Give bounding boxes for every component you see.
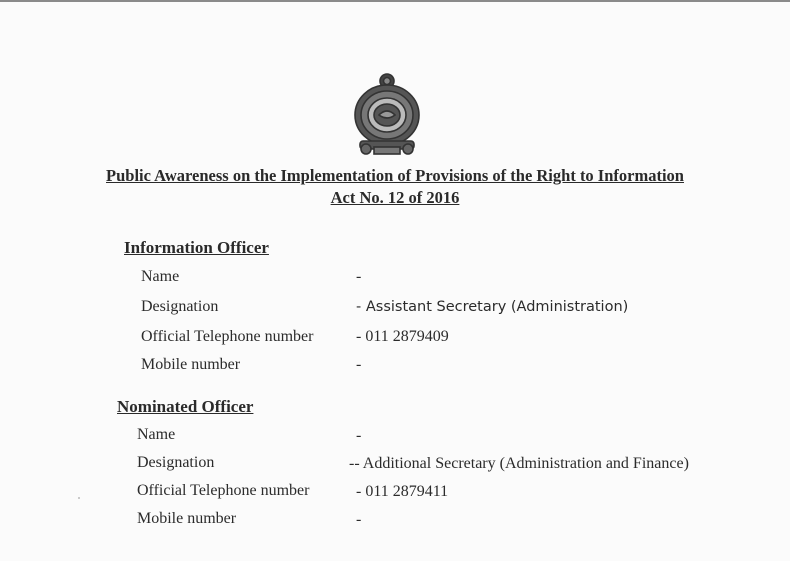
nominated-officer-name-label: Name: [137, 426, 176, 443]
info-officer-designation-value: - Assistant Secretary (Administration): [356, 299, 629, 315]
nominated-officer-designation-value: -- Additional Secretary (Administration and Finance): [349, 455, 689, 472]
info-officer-name-label: Name: [141, 268, 180, 285]
nominated-officer-name-value: -: [356, 427, 362, 444]
info-officer-telephone-label: Official Telephone number: [141, 328, 314, 345]
nominated-officer-heading: Nominated Officer: [117, 397, 254, 416]
info-officer-mobile-label: Mobile number: [141, 356, 241, 373]
info-officer-name-value: -: [356, 268, 362, 285]
document-title-line-1: Public Awareness on the Implementation of Provisions of the Right to Information: [106, 166, 684, 185]
sri-lanka-state-emblem-icon: [352, 71, 422, 157]
info-officer-designation-label: Designation: [141, 298, 219, 315]
document-title-line-2: Act No. 12 of 2016: [330, 188, 460, 207]
scan-speck: [78, 497, 80, 499]
top-border: [0, 0, 790, 2]
info-officer-mobile-value: -: [356, 356, 362, 373]
nominated-officer-designation-label: Designation: [137, 454, 215, 471]
nominated-officer-mobile-label: Mobile number: [137, 510, 237, 527]
nominated-officer-telephone-value: - 011 2879411: [356, 483, 449, 500]
nominated-officer-telephone-label: Official Telephone number: [137, 482, 310, 499]
nominated-officer-mobile-value: -: [356, 511, 362, 528]
information-officer-heading: Information Officer: [124, 238, 269, 257]
info-officer-telephone-value: - 011 2879409: [356, 328, 449, 345]
